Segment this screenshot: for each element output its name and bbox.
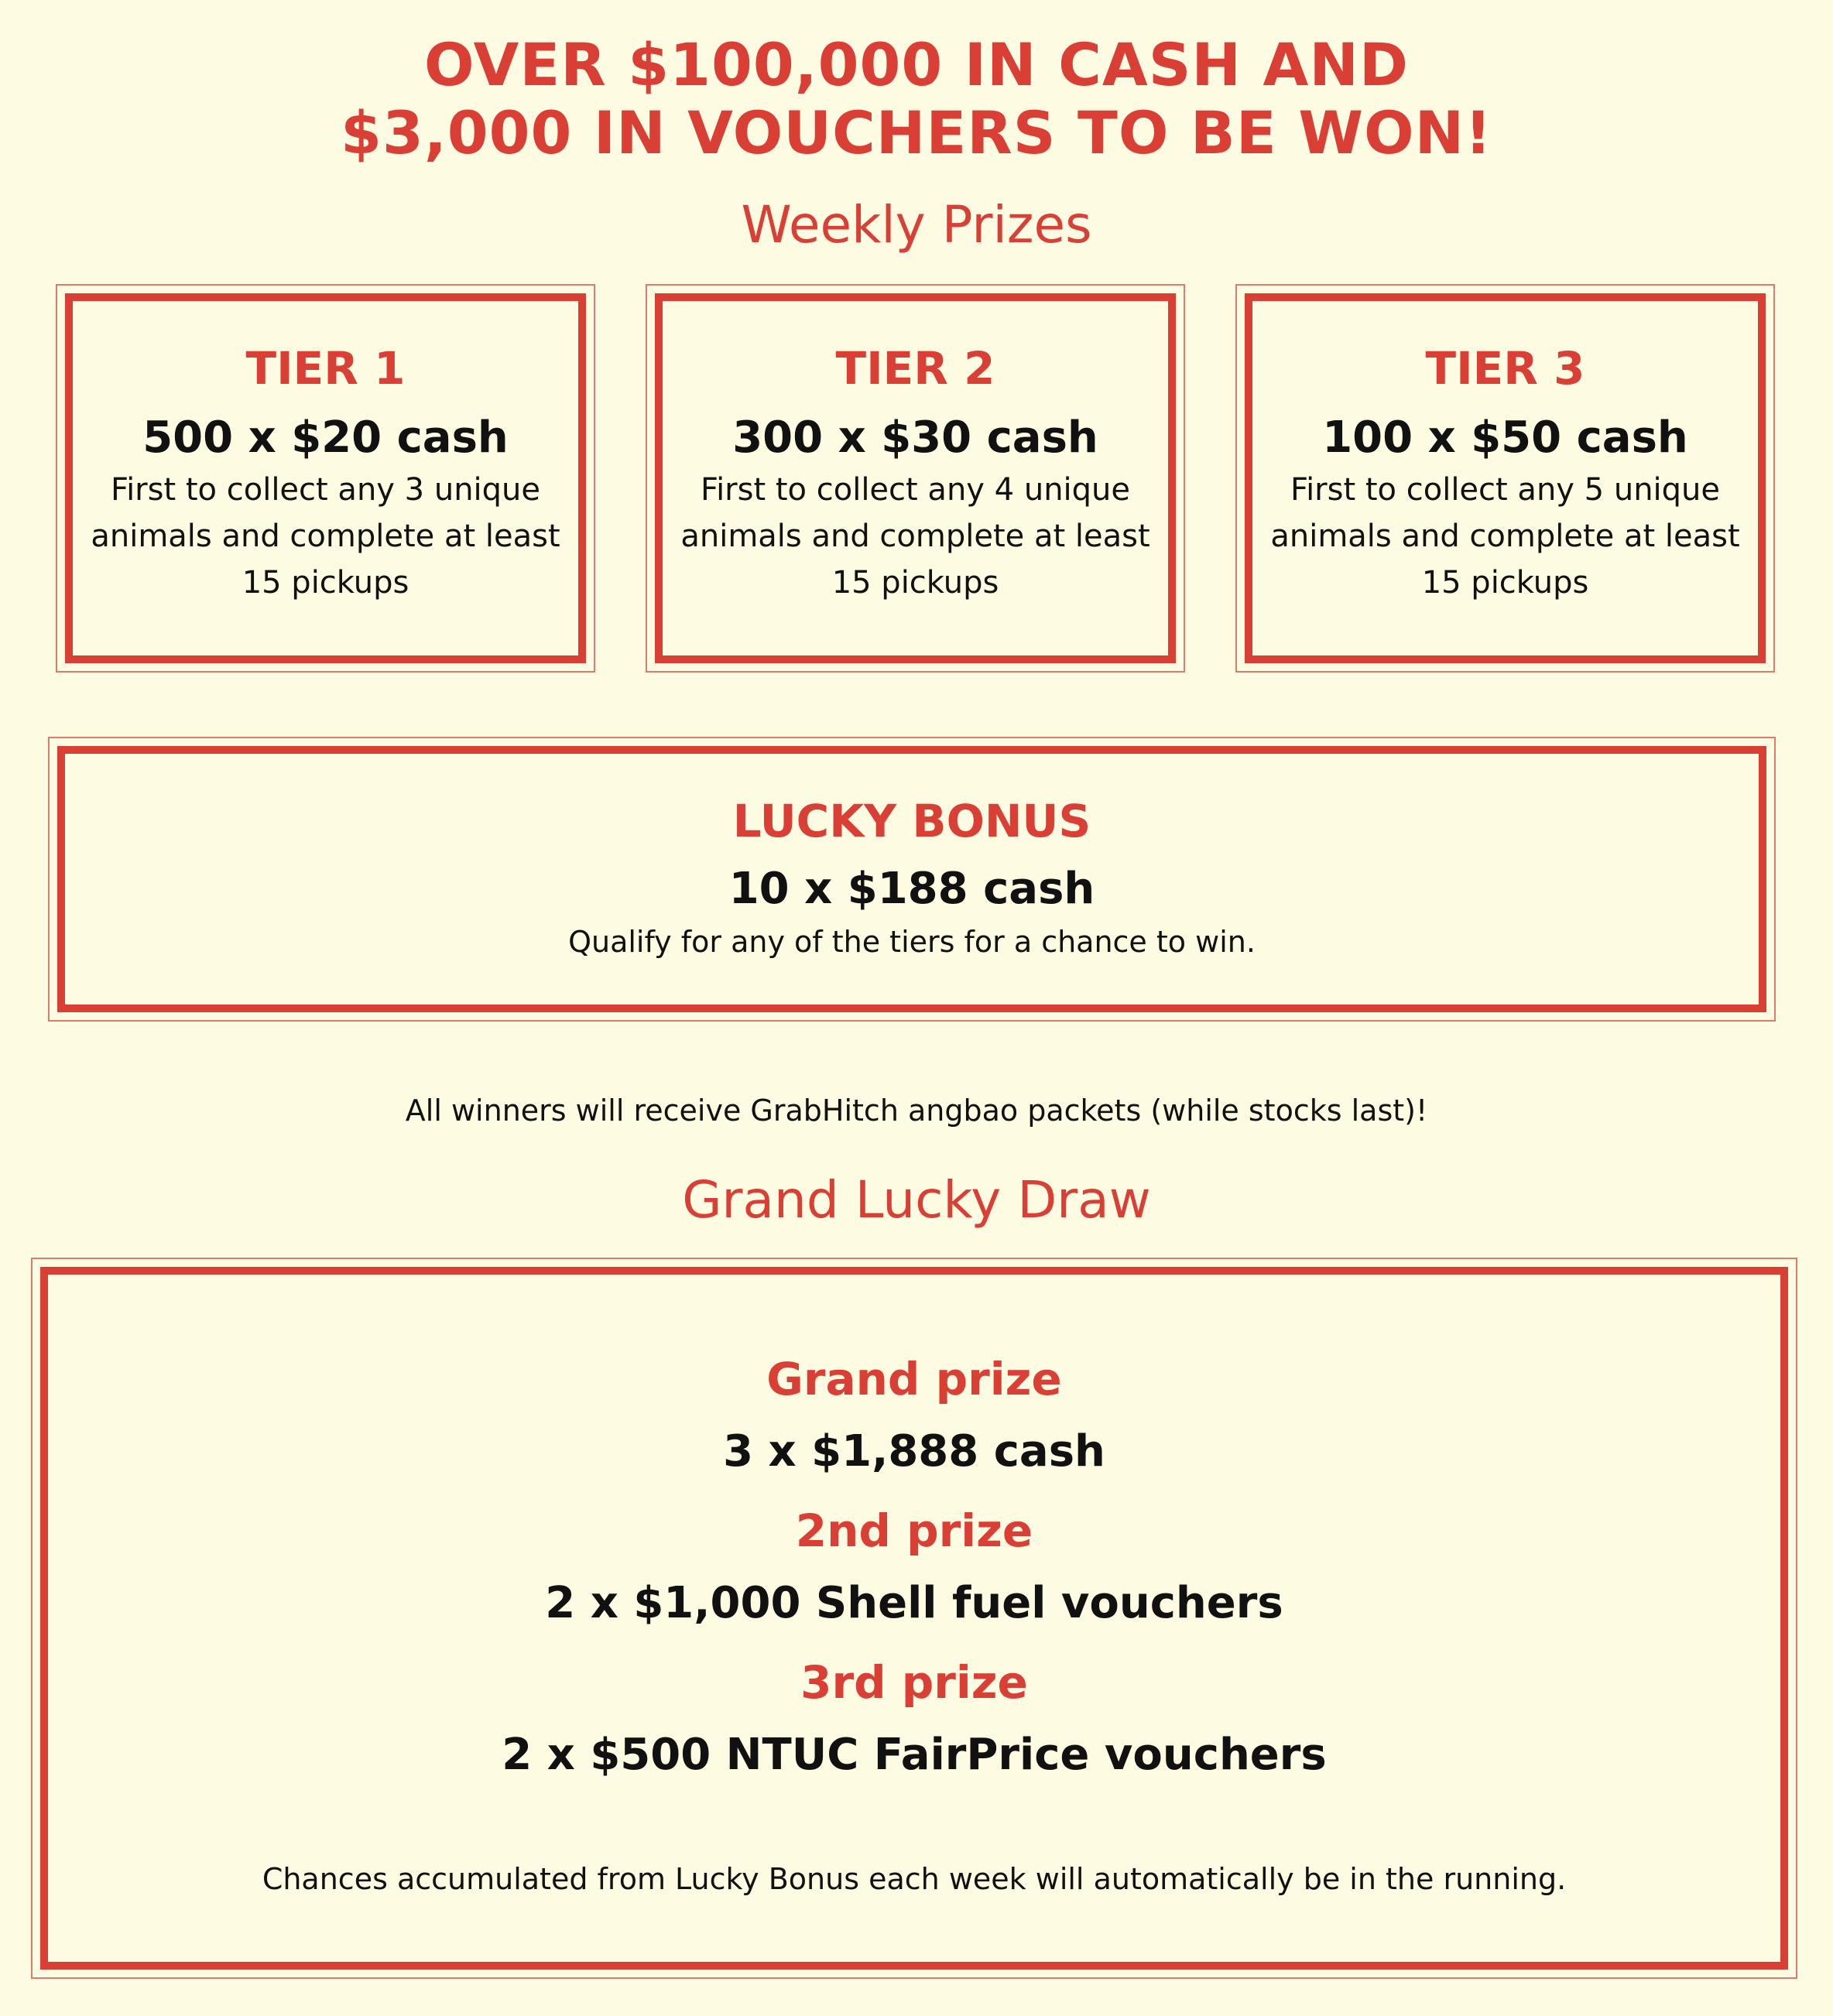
- grand-lucky-draw-card-inner: [40, 1267, 1788, 1970]
- weekly-prizes-title: Weekly Prizes: [741, 195, 1092, 255]
- tier-3-card: [1235, 284, 1775, 673]
- tier-1-heading: TIER 1: [245, 342, 406, 395]
- tier-2-prize: 300 x $30 cash: [732, 412, 1098, 463]
- lucky-bonus-card: [48, 737, 1776, 1022]
- tier-3-heading: TIER 3: [1425, 342, 1585, 395]
- tier-2-card: [646, 284, 1185, 673]
- lucky-bonus-heading: LUCKY BONUS: [732, 795, 1091, 847]
- lucky-bonus-description: Qualify for any of the tiers for a chance to win.: [568, 925, 1256, 959]
- third-prize-value: 2 x $500 NTUC FairPrice vouchers: [502, 1730, 1327, 1780]
- headline: [0, 31, 1833, 167]
- grand-lucky-draw-title: Grand Lucky Draw: [682, 1170, 1151, 1230]
- tier-2-description: First to collect any 4 unique animals and complete at least 15 pickups: [680, 472, 1150, 601]
- tier-3-card-inner: [1245, 293, 1766, 663]
- second-prize-heading: 2nd prize: [795, 1504, 1033, 1557]
- lucky-bonus-prize: 10 x $188 cash: [728, 864, 1095, 914]
- grand-prize-heading: Grand prize: [766, 1353, 1062, 1405]
- second-prize-value: 2 x $1,000 Shell fuel vouchers: [545, 1578, 1283, 1628]
- grand-lucky-draw-card: [31, 1258, 1797, 1979]
- winners-note: All winners will receive GrabHitch angbao packets (while stocks last)!: [405, 1094, 1428, 1128]
- lucky-bonus-card-inner: [57, 746, 1766, 1012]
- headline-line-2: $3,000 IN VOUCHERS TO BE WON!: [341, 98, 1492, 167]
- tier-1-prize: 500 x $20 cash: [142, 412, 509, 463]
- tier-1-card-inner: [65, 293, 586, 663]
- tier-3-description: First to collect any 5 unique animals and complete at least 15 pickups: [1270, 472, 1740, 601]
- grand-lucky-draw-note: Chances accumulated from Lucky Bonus each week will automatically be in the running.: [262, 1862, 1567, 1896]
- tier-2-heading: TIER 2: [835, 342, 995, 395]
- tier-3-prize: 100 x $50 cash: [1322, 412, 1688, 463]
- tier-2-card-inner: [655, 293, 1176, 663]
- grand-prize-value: 3 x $1,888 cash: [723, 1426, 1105, 1477]
- tier-1-card: [56, 284, 595, 673]
- third-prize-heading: 3rd prize: [800, 1656, 1028, 1709]
- headline-line-1: OVER $100,000 IN CASH AND: [423, 30, 1410, 99]
- tier-1-description: First to collect any 3 unique animals and complete at least 15 pickups: [91, 472, 560, 601]
